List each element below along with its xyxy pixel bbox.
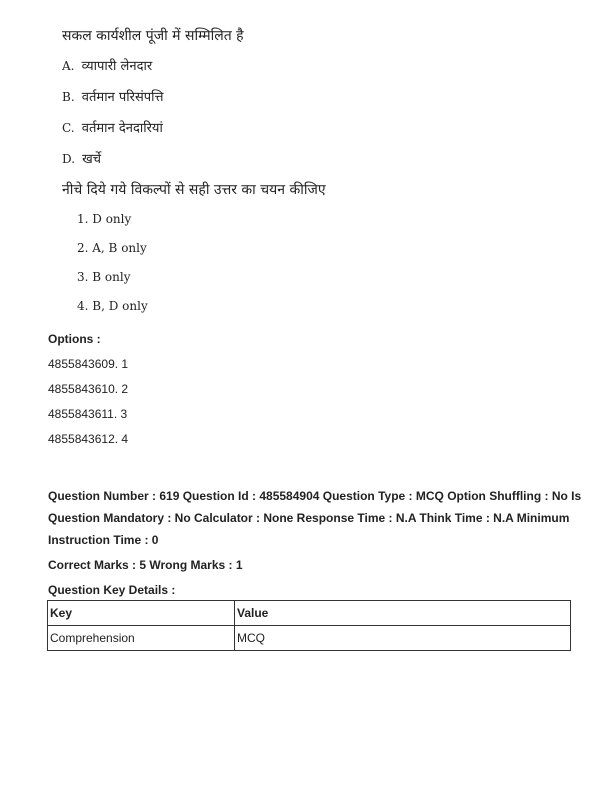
option-a-letter: A. bbox=[62, 59, 75, 73]
option-a bbox=[62, 56, 582, 77]
option-c-letter: C. bbox=[62, 121, 75, 135]
marks-line: Correct Marks : 5 Wrong Marks : 1 bbox=[48, 558, 243, 572]
option-id-item: 4855843611. 3 bbox=[48, 407, 128, 421]
answer-choice-2: 2. A, B only bbox=[77, 241, 147, 255]
option-id-item: 4855843610. 2 bbox=[48, 382, 129, 396]
table-header-row bbox=[48, 601, 571, 626]
option-id-item: 4855843612. 4 bbox=[48, 432, 129, 446]
key-details-label: Question Key Details : bbox=[48, 583, 176, 597]
details-line-2: Question Mandatory : No Calculator : None Response Time : N.A Think Time : N.A Minimum bbox=[48, 511, 570, 525]
key-details-table bbox=[47, 600, 571, 651]
option-d-letter: D. bbox=[62, 152, 76, 166]
option-a-text: व्यापारी लेनदार bbox=[81, 59, 153, 74]
table-header-value: Value bbox=[235, 601, 571, 626]
options-label: Options : bbox=[48, 332, 101, 346]
option-d bbox=[62, 149, 582, 170]
option-c bbox=[62, 118, 582, 139]
details-line-3: Instruction Time : 0 bbox=[48, 533, 159, 547]
option-id-list bbox=[48, 356, 128, 456]
details-line-1: Question Number : 619 Question Id : 485584904 Question Type : MCQ Option Shuffling : No Is bbox=[48, 489, 582, 503]
table-row bbox=[48, 626, 571, 651]
question-instruction: नीचे दिये गये विकल्पों से सही उत्तर का चयन कीजिए bbox=[62, 182, 326, 198]
option-c-text: वर्तमान देनदारियां bbox=[81, 121, 163, 136]
table-cell-value: MCQ bbox=[235, 626, 571, 651]
option-b-letter: B. bbox=[62, 90, 75, 104]
option-d-text: खर्चे bbox=[82, 152, 102, 167]
question-text: सकल कार्यशील पूंजी में सम्मिलित है bbox=[62, 28, 244, 44]
table-cell-key: Comprehension bbox=[48, 626, 235, 651]
table-header-key: Key bbox=[48, 601, 235, 626]
answer-choice-4: 4. B, D only bbox=[77, 299, 148, 313]
question-block bbox=[62, 26, 582, 326]
question-details bbox=[48, 485, 582, 601]
option-b bbox=[62, 87, 582, 108]
answer-choice-3: 3. B only bbox=[77, 270, 131, 284]
answer-choice-1: 1. D only bbox=[77, 212, 132, 226]
option-id-item: 4855843609. 1 bbox=[48, 357, 129, 371]
answer-choices bbox=[77, 210, 582, 315]
option-b-text: वर्तमान परिसंपत्ति bbox=[81, 90, 164, 105]
